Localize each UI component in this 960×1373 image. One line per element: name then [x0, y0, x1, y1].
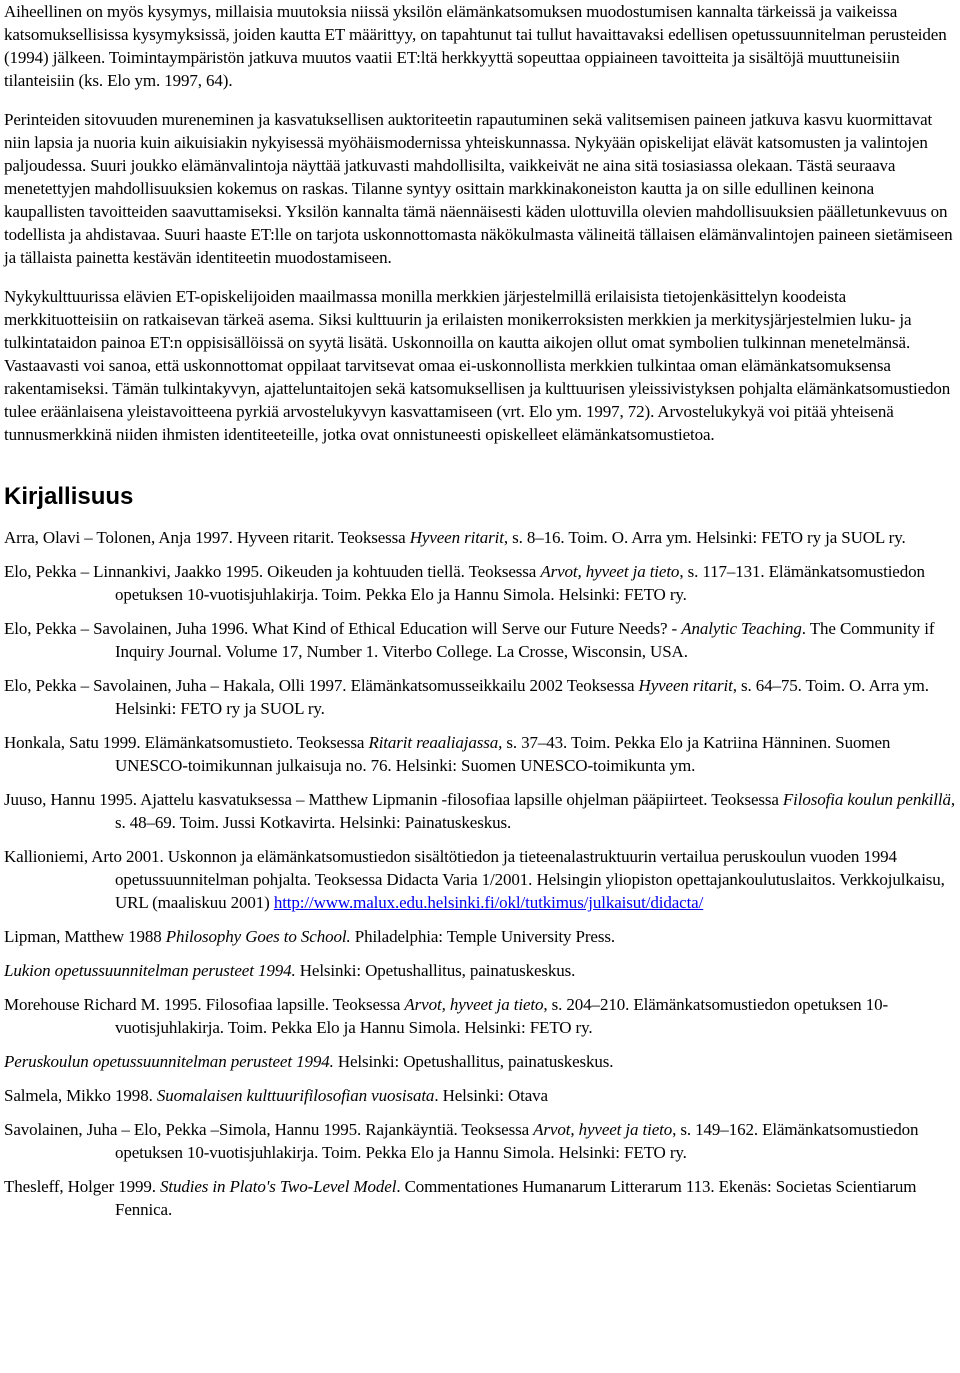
reference-title: Philosophy Goes to School.: [165, 927, 351, 946]
references-heading: Kirjallisuus: [4, 483, 134, 510]
reference-text: . Commentationes Humanarum Litterarum 113. Ekenäs: Societas Scientiarum Fennica.: [115, 1177, 917, 1219]
reference-title: Suomalaisen kulttuurifilosofian vuosisata: [156, 1086, 435, 1105]
reference-title: Arvot, hyveet ja tieto: [540, 562, 680, 581]
reference-text: , s. 117–131. Elämänkatsomustiedon opetuksen 10-vuotisjuhlakirja. Toim. Pekka Elo ja Hannu Simola. Helsinki: FETO ry.: [115, 562, 925, 604]
reference-text: Elo, Pekka – Savolainen, Juha 1996. What Kind of Ethical Education will Serve our Future Needs? -: [4, 619, 682, 638]
reference-text: Juuso, Hannu 1995. Ajattelu kasvatuksessa – Matthew Lipmanin -filosofiaa lapsille ohjelman pääpiirteet. Teoksessa: [4, 790, 783, 809]
reference-title: Hyveen ritarit: [638, 676, 733, 695]
reference-text: Philadelphia: Temple University Press.: [350, 927, 615, 946]
reference-item: [4, 845, 956, 914]
reference-text: Arra, Olavi – Tolonen, Anja 1997. Hyveen ritarit. Teoksessa: [4, 528, 410, 547]
reference-item: [4, 1050, 956, 1073]
reference-text: Savolainen, Juha – Elo, Pekka –Simola, Hannu 1995. Rajankäyntiä. Teoksessa: [4, 1120, 534, 1139]
reference-text: Salmela, Mikko 1998.: [4, 1086, 157, 1105]
reference-title: Filosofia koulun penkillä: [782, 790, 951, 809]
reference-item: [4, 959, 956, 982]
reference-item: [4, 788, 956, 834]
reference-text: , s. 48–69. Toim. Jussi Kotkavirta. Helsinki: Painatuskeskus.: [115, 790, 955, 832]
reference-text: . The Community if Inquiry Journal. Volume 17, Number 1. Viterbo College. La Crosse, Wisconsin, USA.: [115, 619, 935, 661]
reference-text: Honkala, Satu 1999. Elämänkatsomustieto. Teoksessa: [4, 733, 369, 752]
reference-text: Helsinki: Opetushallitus, painatuskeskus.: [295, 961, 576, 980]
reference-title: Hyveen ritarit: [409, 528, 504, 547]
body-paragraph: Nykykulttuurissa elävien ET-opiskelijoiden maailmassa monilla merkkien järjestelmillä erilaisista tietojenkäsittelyn koodeista merkkituotteisiin on ratkaisevan tärkeä asema. Siksi kulttuurin ja erilaisten monikerroksisten merkkien ja merkitysjärjestelmien luku- ja tulkintataidon painoa ET:n oppisisällöissä on syytä lisätä. Uskonnoilla on kautta aikojen ollut omat symbolien tulkinnan menetelmänsä. Vastaavasti voi sanoa, että uskonnottomat oppilaat tarvitsevat omaa ei-uskonnollista merkkien tulkintaa oman elämänkatsomuksensa rakentamiseksi. Tämän tulkintakyvyn, ajatteluntaitojen sekä katsomuksellisen ja kulttuurisen yleissivistyksen pohjalta elämänkatsomustiedon tulee eräänlaisena yleistavoitteena pyrkiä arvostelukyvyn kasvattamiseen (vrt. Elo ym. 1997, 72). Arvostelukykyä voi pitää yhteisenä tunnusmerkkinä niiden ihmisten identiteeteille, jotka ovat onnistuneesti opiskelleet elämänkatsomustietoa.: [4, 287, 951, 444]
reference-text: Kallioniemi, Arto 2001. Uskonnon ja elämänkatsomustiedon sisältötiedon ja tieteenalastruktuurin vertailua peruskoulun vuoden 1994 opetussuunnitelman pohjalta. Teoksessa Didacta Varia 1/2001. Helsingin yliopiston opettajankoulutuslaitos. Verkkojulkaisu, URL (maaliskuu 2001): [4, 847, 945, 912]
reference-text: Morehouse Richard M. 1995. Filosofiaa lapsille. Teoksessa: [4, 995, 405, 1014]
reference-item: [4, 993, 956, 1039]
reference-text: Elo, Pekka – Linnankivi, Jaakko 1995. Oikeuden ja kohtuuden tiellä. Teoksessa: [4, 562, 541, 581]
reference-text: , s. 204–210. Elämänkatsomustiedon opetuksen 10-vuotisjuhlakirja. Toim. Pekka Elo ja Hannu Simola. Helsinki: FETO ry.: [115, 995, 888, 1037]
reference-item: [4, 526, 956, 549]
body-paragraph: Aiheellinen on myös kysymys, millaisia muutoksia niissä yksilön elämänkatsomuksen muodostumisen kannalta tärkeissä ja vaikeissa katsomuksellisissa kysymyksissä, joiden kautta ET määrittyy, on tapahtunut tai tullut havaittavaksi edellisen opetussuunnitelman perusteiden (1994) jälkeen. Toimintaympäristön jatkuva muutos vaatii ET:ltä herkkyyttä sopeuttaa oppiaineen tavoitteita ja sisältöjä muuttuneisiin tilanteisiin (ks. Elo ym. 1997, 64).: [4, 2, 947, 90]
reference-title: Arvot, hyveet ja tieto: [404, 995, 544, 1014]
reference-text: , s. 8–16. Toim. O. Arra ym. Helsinki: FETO ry ja SUOL ry.: [503, 528, 906, 547]
reference-title: Arvot, hyveet ja tieto: [533, 1120, 673, 1139]
reference-text: Thesleff, Holger 1999.: [4, 1177, 161, 1196]
reference-text: Helsinki: Opetushallitus, painatuskeskus.: [333, 1052, 614, 1071]
reference-text: Elo, Pekka – Savolainen, Juha – Hakala, Olli 1997. Elämänkatsomusseikkailu 2002 Teoksessa: [4, 676, 639, 695]
reference-list: [4, 526, 956, 1221]
reference-text: . Helsinki: Otava: [434, 1086, 548, 1105]
reference-title: Analytic Teaching: [681, 619, 802, 638]
reference-text: s. 37–43. Toim. Pekka Elo ja Katriina Hänninen. Suomen UNESCO-toimikunnan julkaisuja no. 76. Helsinki: Suomen UNESCO-toimikunta ym.: [115, 733, 891, 775]
reference-item: [4, 1118, 956, 1164]
reference-item: [4, 1084, 956, 1107]
reference-title: Ritarit reaaliajassa,: [368, 733, 503, 752]
reference-text: , s. 149–162. Elämänkatsomustiedon opetuksen 10-vuotisjuhlakirja. Toim. Pekka Elo ja Hannu Simola. Helsinki: FETO ry.: [115, 1120, 919, 1162]
document-page: [4, 0, 956, 1232]
reference-url-link[interactable]: http://www.malux.edu.helsinki.fi/okl/tutkimus/julkaisut/didacta/: [273, 893, 704, 912]
reference-title: Studies in Plato's Two-Level Model: [160, 1177, 397, 1196]
reference-item: [4, 731, 956, 777]
reference-title: Peruskoulun opetussuunnitelman perusteet 1994.: [4, 1052, 334, 1071]
reference-text: Lipman, Matthew 1988: [4, 927, 166, 946]
reference-item: [4, 925, 956, 948]
reference-item: [4, 674, 956, 720]
body-paragraph: Perinteiden sitovuuden mureneminen ja kasvatuksellisen auktoriteetin rapautuminen sekä valitsemisen paineen jatkuva kasvu kuormittavat niin lapsia ja nuoria kuin aikuisiakin nykyisessä myöhäismodernissa yhteiskunnassa. Nykyään opiskelijat elävät katsomusten ja valintojen paljoudessa. Suuri joukko elämänvalintoja näyttää jatkuvasti mahdollisilta, vaikkeivät ne aina sitä tosiasiassa olekaan. Tästä seuraava menetettyjen mahdollisuuksien kokemus on raskas. Tilanne syntyy osittain markkinakoneiston kautta ja on sille edullinen keinona kaupallisten tavoitteiden saavuttamiseksi. Yksilön kannalta tämä näennäisesti käden ulottuvilla olevien mahdollisuuksien päälletunkevuus on todellista ja ahdistavaa. Suuri haaste ET:lle on tarjota uskonnottomasta näkökulmasta välineitä tällaisen elämänvalintojen paineen sietämiseen ja tällaista painetta kestävän identiteetin muodostamiseen.: [4, 110, 953, 267]
reference-item: [4, 617, 956, 663]
reference-text: , s. 64–75. Toim. O. Arra ym. Helsinki: FETO ry ja SUOL ry.: [115, 676, 929, 718]
reference-title: Lukion opetussuunnitelman perusteet 1994.: [4, 961, 296, 980]
reference-item: [4, 1175, 956, 1221]
reference-item: [4, 560, 956, 606]
